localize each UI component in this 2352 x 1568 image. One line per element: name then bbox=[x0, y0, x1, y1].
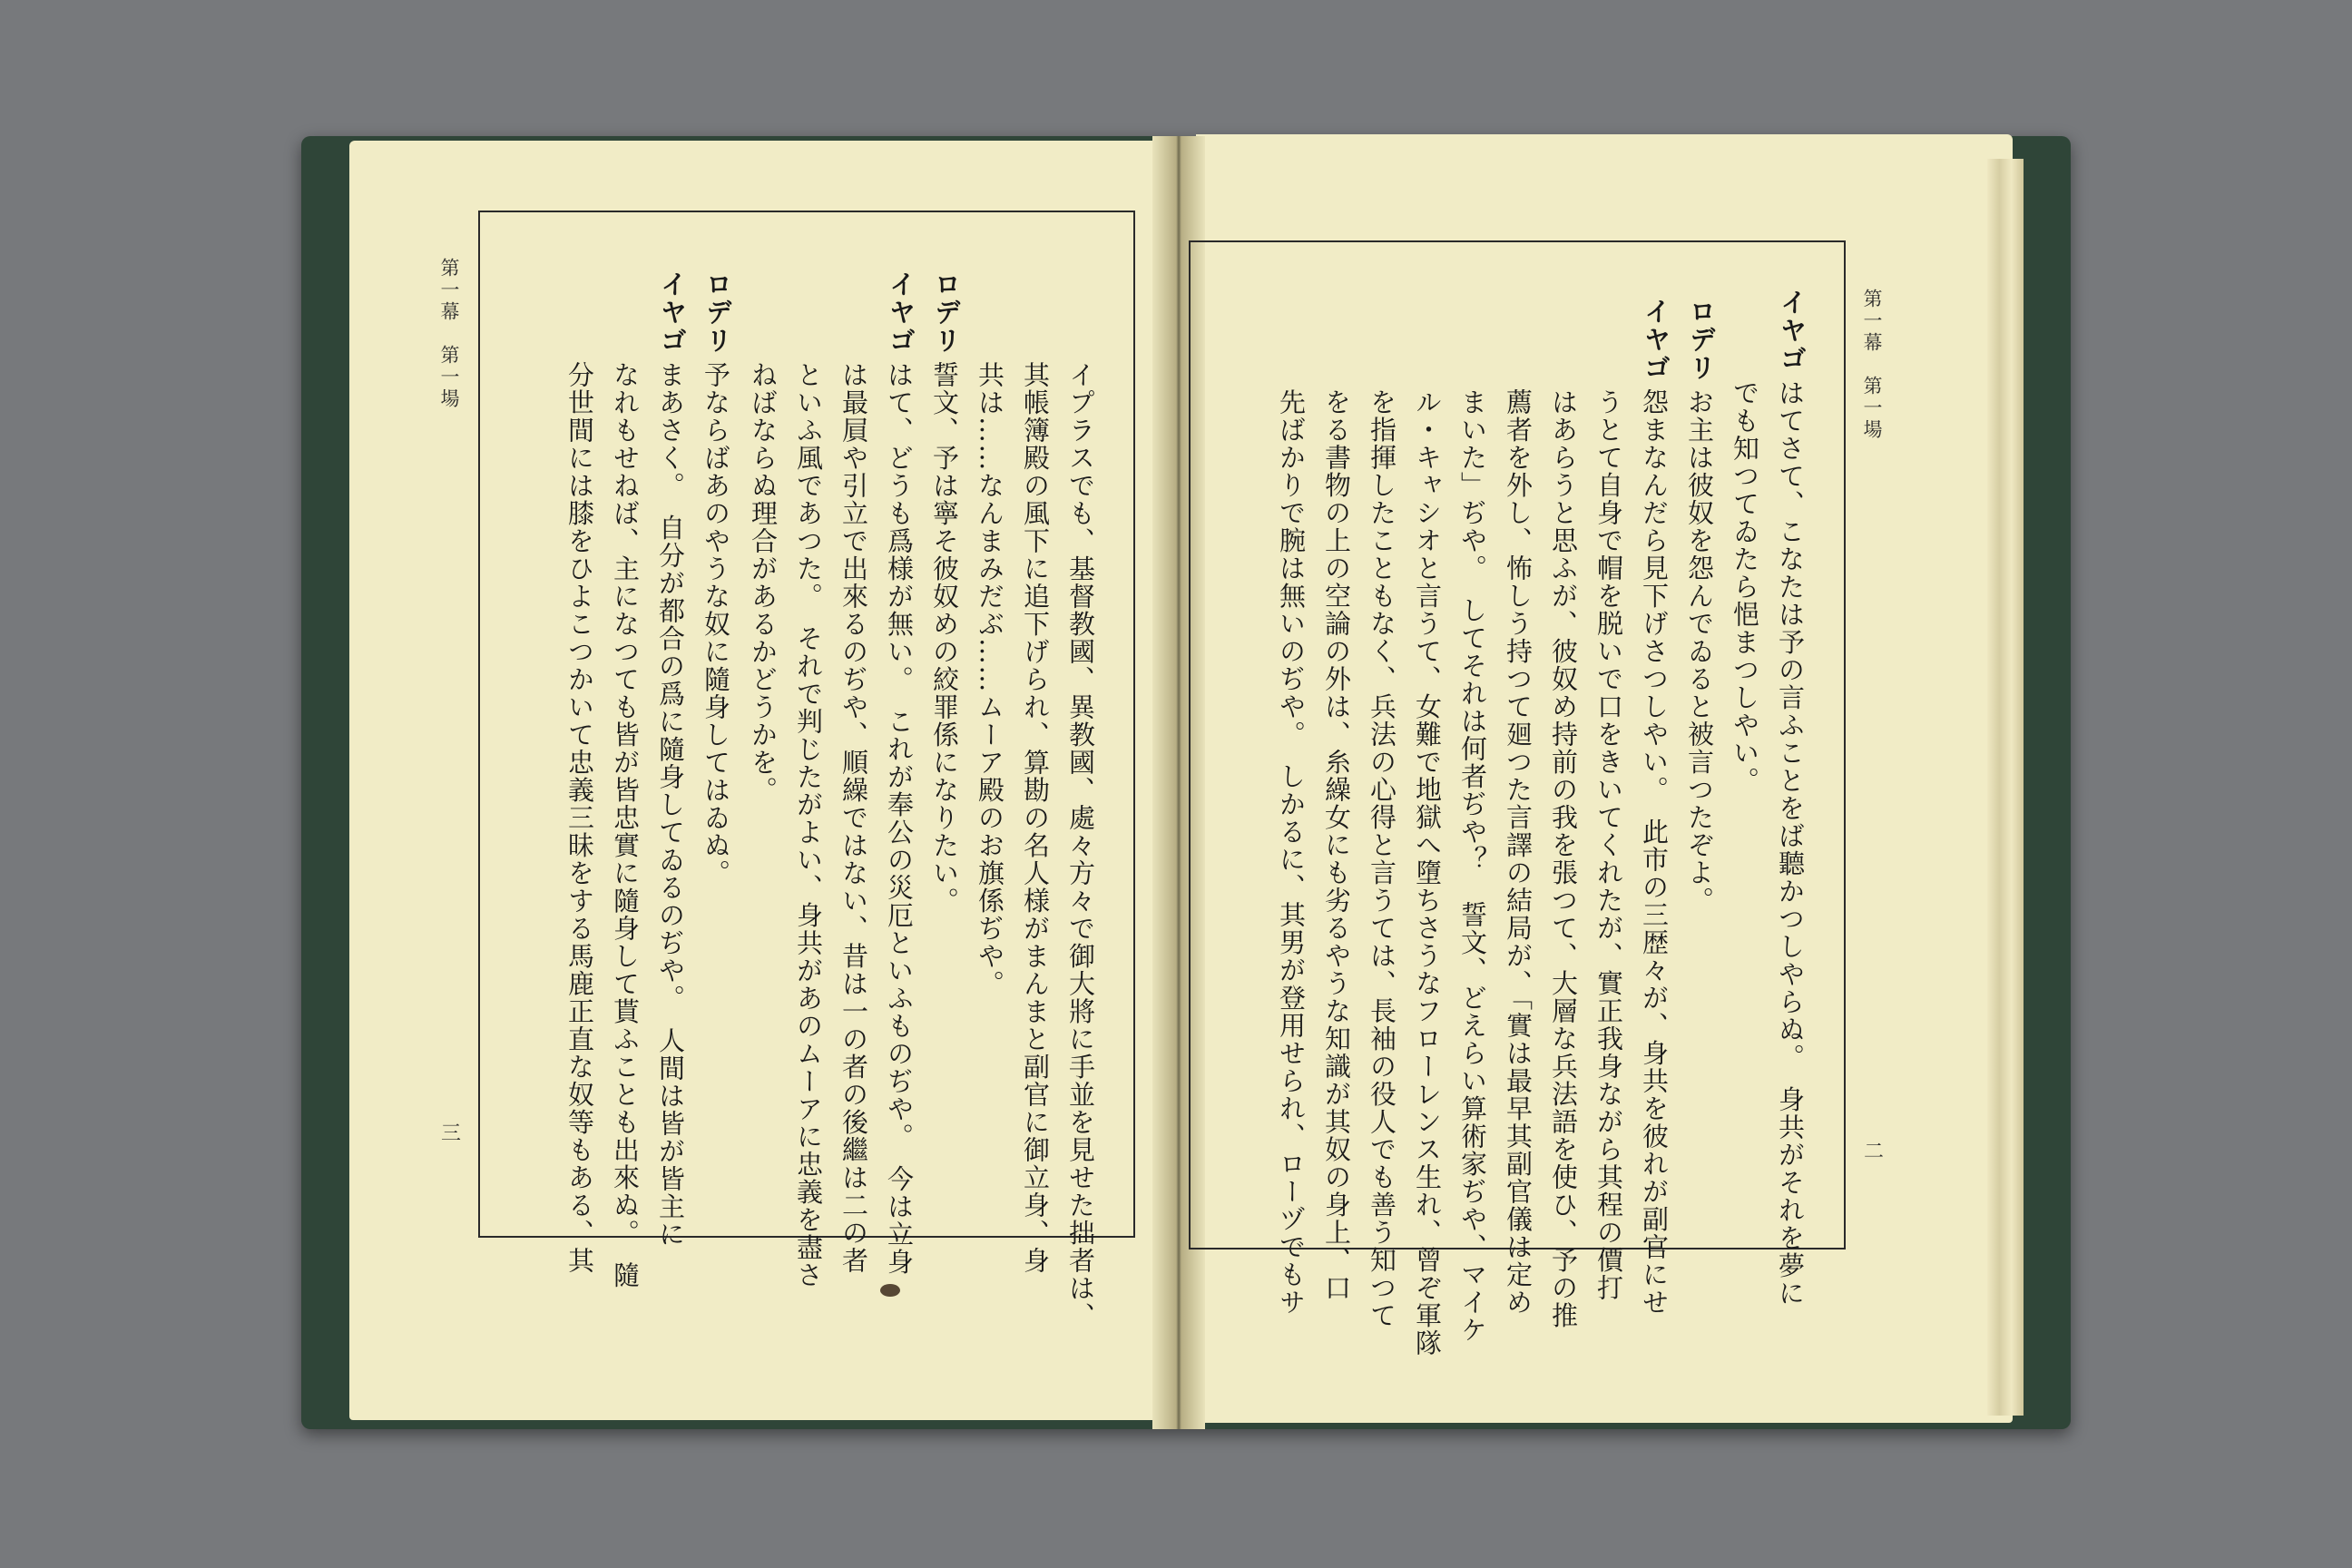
text-line: は最屓や引立で出來るのぢや、順繰ではない、昔は一の者の後繼は二の者 bbox=[838, 361, 869, 1275]
text-line: をる書物の上の空論の外は、糸繰女にも劣るやうな知識が其奴の身上、口 bbox=[1321, 388, 1352, 1302]
text-line: なれもせねば、主になつても皆が皆忠實に隨身して貰ふことも出來ぬ。 隨 bbox=[610, 361, 641, 1289]
text-line: 分世間には膝をひよこつかいて忠義三昧をする馬鹿正直な奴等もある、其 bbox=[564, 361, 595, 1275]
speaker-label: ロデリ bbox=[931, 270, 962, 355]
right-page-header: 第一幕 第一場 bbox=[1861, 289, 1883, 441]
text-line: 予ならばあのやうな奴に隨身してはゐぬ。 bbox=[701, 361, 731, 887]
text-line: うとて自身で帽を脱いで口をきいてくれたが、實正我身ながら其程の價打 bbox=[1593, 388, 1624, 1302]
left-page-header: 第一幕 第一場 bbox=[438, 258, 460, 410]
text-line: でも知つてゐたら悒まつしやい。 bbox=[1730, 379, 1760, 795]
speaker-label: イヤゴ bbox=[886, 270, 916, 355]
text-line: を指揮したこともなく、兵法の心得と言うては、長袖の役人でも善う知つて bbox=[1367, 388, 1397, 1329]
text-line: 誓文、予は寧そ彼奴めの絞罪係になりたい。 bbox=[929, 361, 960, 915]
text-line: といふ風であつた。 それで判じたがよい、身共があのムーアに忠義を盡さ bbox=[793, 361, 824, 1289]
ink-stain bbox=[880, 1284, 900, 1297]
speaker-label: イヤゴ bbox=[1777, 289, 1808, 373]
text-line: イプラスでも、基督教國、異教國、處々方々で御大將に手並を見せた拙者は、 bbox=[1065, 361, 1096, 1330]
text-line: はあらうと思ふが、彼奴め持前の我を張つて、大層な兵法語を使ひ、予の推 bbox=[1548, 388, 1579, 1329]
left-page-number: 三 bbox=[441, 1122, 462, 1145]
page-edges bbox=[1987, 159, 2024, 1416]
text-line: まあさく。 自分が都合の爲に隨身してゐるのぢや。 人間は皆が皆主に bbox=[655, 361, 686, 1249]
text-line: 共は……なんまみだぶ……ムーア殿のお旗係ぢや。 bbox=[975, 361, 1005, 998]
speaker-label: イヤゴ bbox=[1641, 298, 1671, 382]
text-line: まいた」ぢや。 してそれは何者ぢや？ 誓文、どえらい算術家ぢや、マイケ bbox=[1457, 388, 1488, 1344]
speaker-label: ロデリ bbox=[702, 270, 733, 355]
speaker-label: イヤゴ bbox=[657, 270, 688, 355]
text-line: 其帳簿殿の風下に追下げられ、算勘の名人様がまんまと副官に御立身、身 bbox=[1020, 361, 1051, 1275]
text-line: はてさて、こなたは予の言ふことをば聽かつしやらぬ。 身共がそれを夢に bbox=[1775, 379, 1806, 1308]
text-line: 先ばかりで腕は無いのぢや。 しかるに、其男が登用せられ、ローヅでもサ bbox=[1276, 388, 1307, 1317]
text-line: 薦者を外し、怖しう持つて廻つた言譯の結局が、「實は最早其副官儀は定め bbox=[1503, 388, 1534, 1317]
text-line: ねばならぬ理合があるかどうかを。 bbox=[748, 361, 779, 804]
speaker-label: ロデリ bbox=[1686, 298, 1717, 382]
text-line: お主は彼奴を怨んでゐると被言つたぞよ。 bbox=[1684, 388, 1715, 915]
text-line: ル・キャシオと言うて、女難で地獄へ墮ちさうなフローレンス生れ、曾ぞ軍隊 bbox=[1412, 388, 1443, 1357]
right-page-number: 二 bbox=[1864, 1141, 1885, 1163]
text-line: はて、どうも爲様が無い。 これが奉公の災厄といふものぢや。 今は立身 bbox=[884, 361, 915, 1276]
text-line: 怨まなんだら見下げさつしやい。 此市の三歴々が、身共を彼れが副官にせ bbox=[1639, 388, 1670, 1317]
